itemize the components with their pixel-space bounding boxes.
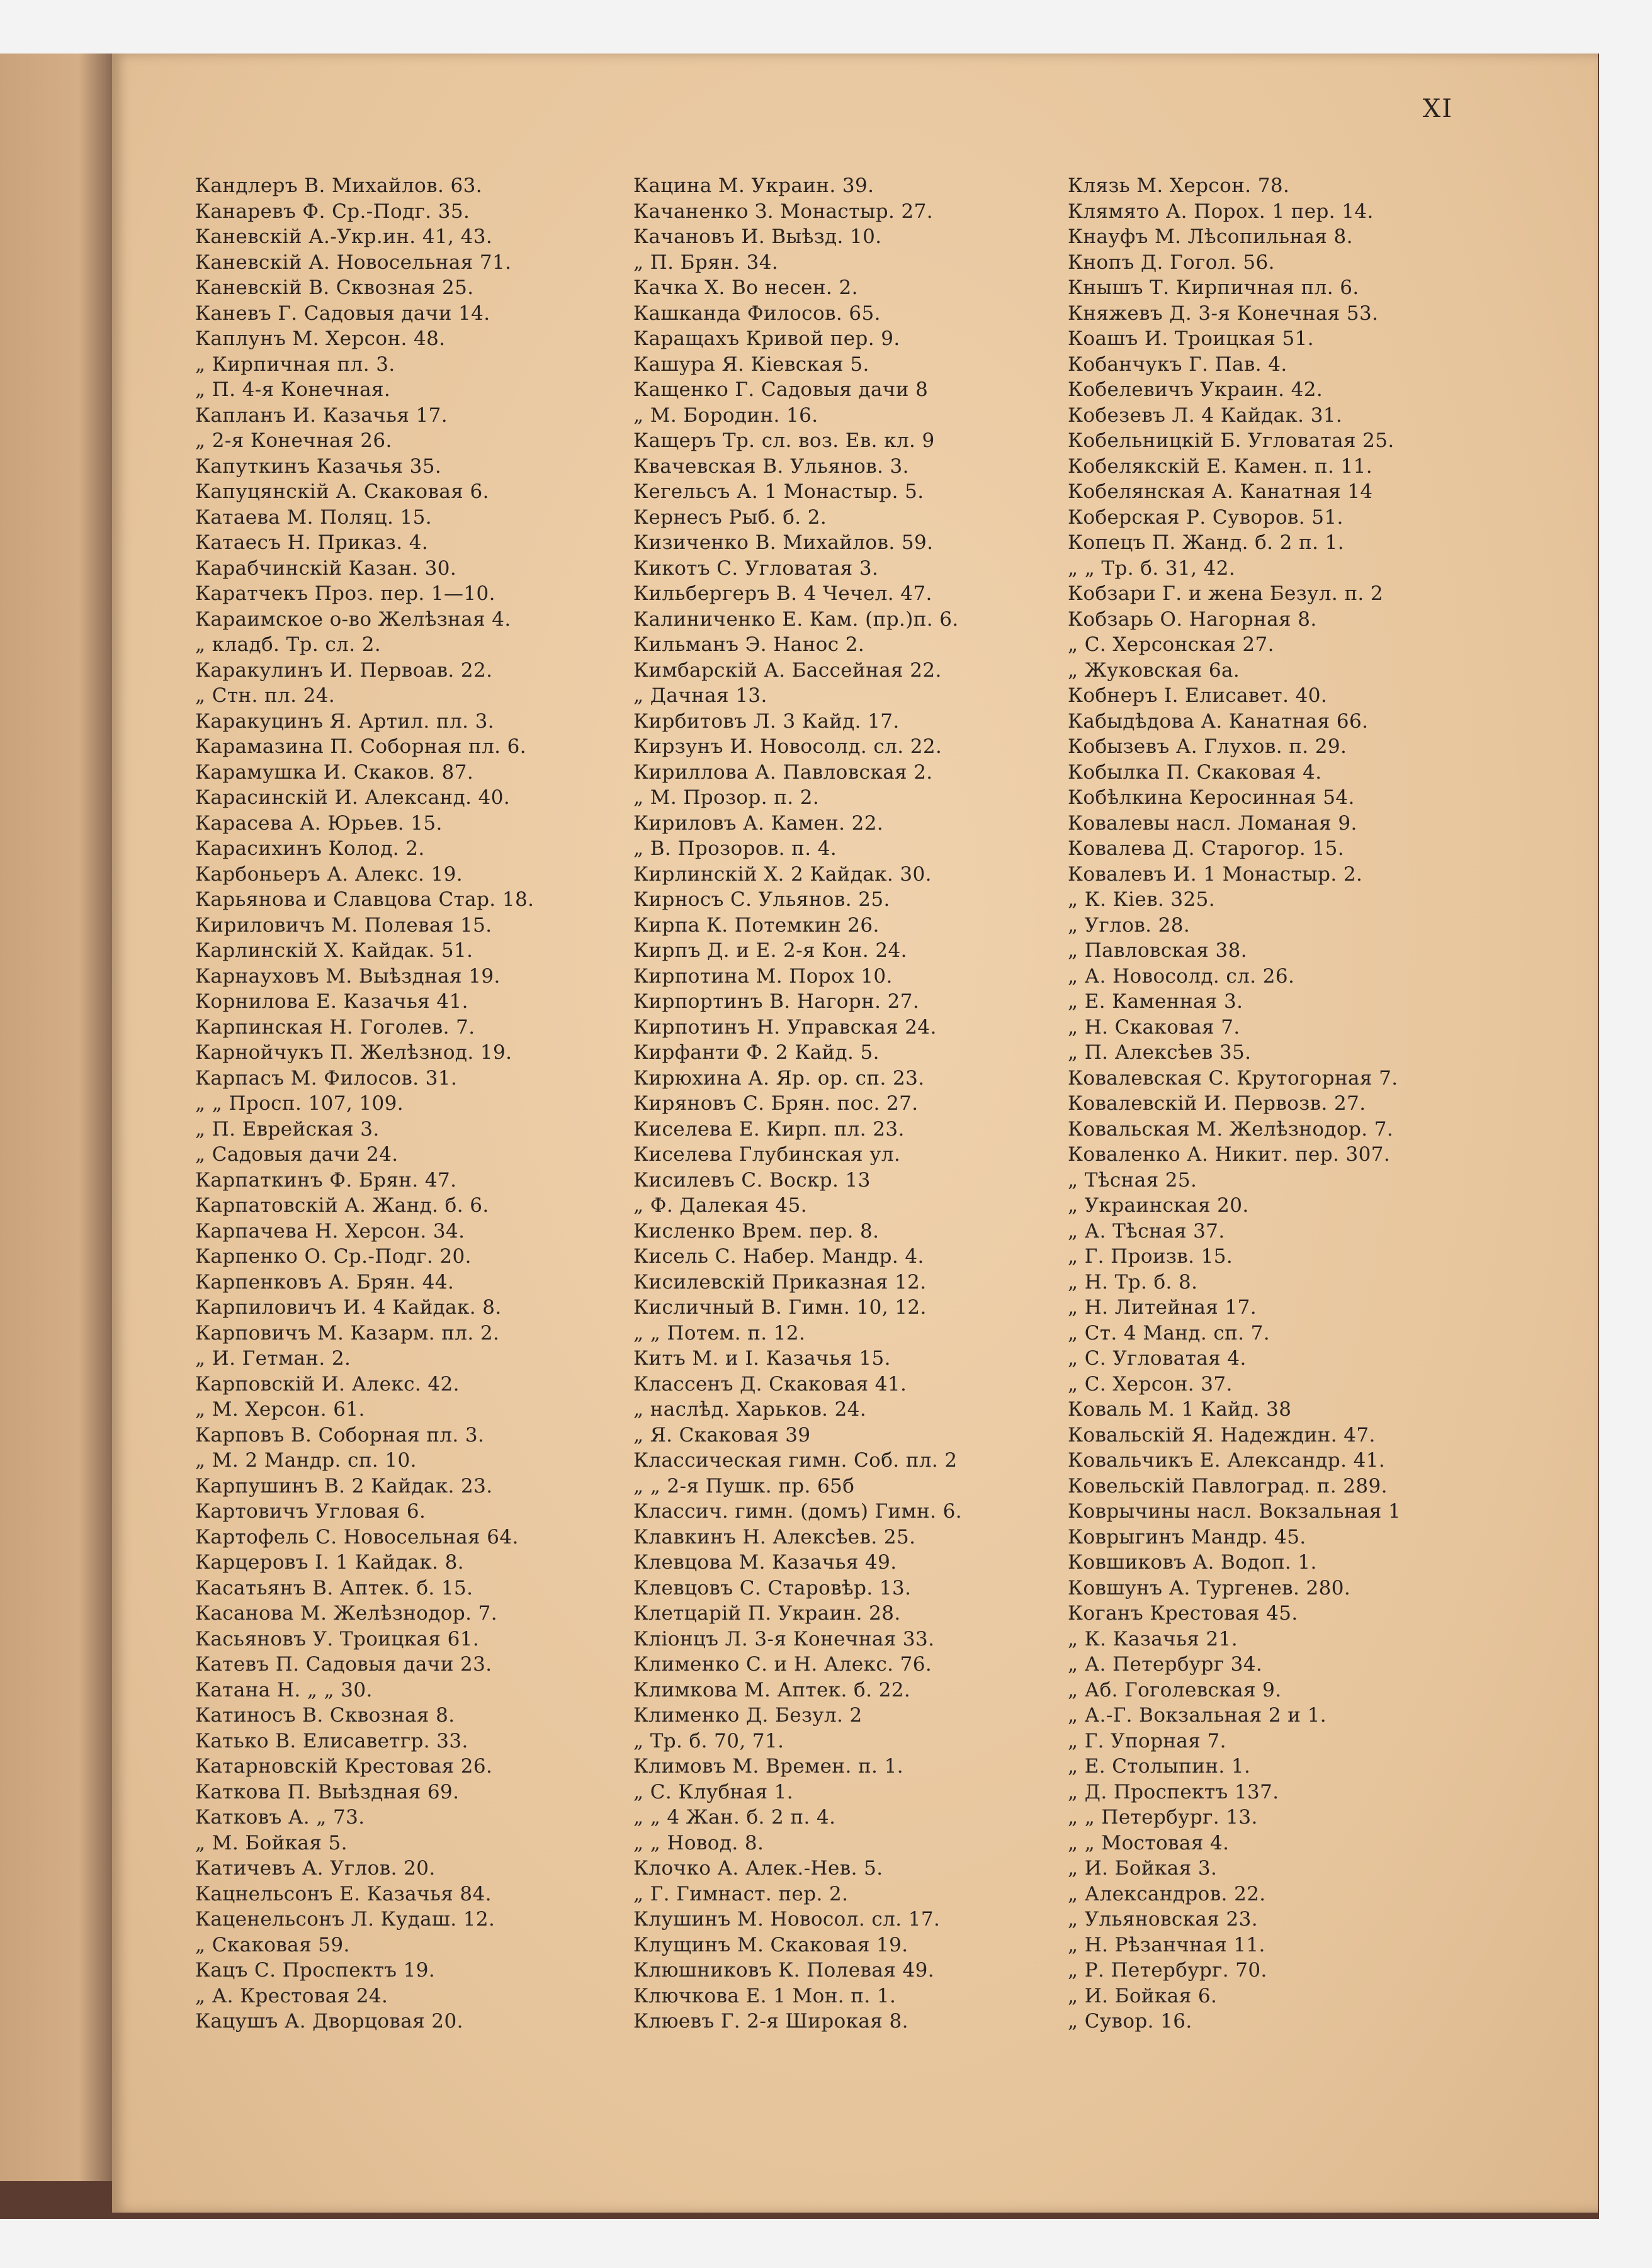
- directory-entry: Клюевъ Г. 2-я Широкая 8.: [633, 2010, 908, 2033]
- directory-entry: Канаревъ Ф. Ср.-Подг. 35.: [195, 200, 470, 223]
- directory-entry: Классич. гимн. (домъ) Гимн. 6.: [633, 1500, 963, 1523]
- directory-entry: „ П. 4-я Конечная.: [195, 378, 391, 401]
- directory-entry: „ Ф. Далекая 45.: [633, 1194, 808, 1217]
- directory-entry: „ Александров. 22.: [1068, 1882, 1266, 1905]
- directory-entry: Кацъ С. Проспектъ 19.: [195, 1959, 436, 1982]
- directory-entry: „ Аб. Гоголевская 9.: [1068, 1678, 1282, 1701]
- directory-entry: Кирпотинъ Н. Управская 24.: [633, 1015, 937, 1039]
- directory-entry: Катичевъ А. Углов. 20.: [195, 1857, 436, 1880]
- directory-entry: Каплунъ М. Херсон. 48.: [195, 327, 446, 350]
- directory-entry: Коваль М. 1 Кайд. 38: [1068, 1398, 1292, 1421]
- directory-entry: „ Е. Каменная 3.: [1068, 990, 1243, 1013]
- directory-entry: Каракулинъ И. Первоав. 22.: [195, 658, 493, 682]
- directory-entry: Каневскій А.-Укр.ин. 41, 43.: [195, 225, 493, 248]
- directory-entry: Карпатовскій А. Жанд. б. 6.: [195, 1194, 489, 1217]
- directory-entry: Ковалевская С. Крутогорная 7.: [1068, 1066, 1398, 1090]
- directory-entry: „ Н. Литейная 17.: [1068, 1296, 1257, 1319]
- directory-entry: Копецъ П. Жанд. б. 2 п. 1.: [1068, 531, 1344, 554]
- directory-entry: „ Д. Проспектъ 137.: [1068, 1780, 1279, 1803]
- directory-entry: Ковалева Д. Старогор. 15.: [1068, 837, 1344, 860]
- directory-entry: „ Дачная 13.: [633, 684, 767, 707]
- directory-entry: Капуткинъ Казачья 35.: [195, 454, 442, 478]
- directory-entry: Качаненко З. Монастыр. 27.: [633, 200, 934, 223]
- directory-entry: „ Е. Столыпин. 1.: [1068, 1755, 1251, 1778]
- directory-entry: „ П. Брян. 34.: [633, 251, 779, 274]
- directory-entry: „ М. Бойкая 5.: [195, 1831, 348, 1854]
- directory-entry: „ Садовыя дачи 24.: [195, 1143, 399, 1166]
- directory-entry: Кацина М. Украин. 39.: [633, 174, 874, 197]
- directory-entry: „ „ Потем. п. 12.: [633, 1321, 806, 1345]
- directory-entry: „ Г. Упорная 7.: [1068, 1729, 1226, 1752]
- directory-entry: Клямято А. Порох. 1 пер. 14.: [1068, 200, 1374, 223]
- directory-entry: „ П. Алексѣев 35.: [1068, 1041, 1252, 1064]
- directory-column-2: [633, 173, 1061, 2034]
- directory-entry: Катаева М. Поляц. 15.: [195, 505, 432, 529]
- directory-entry: Кисилевскій Приказная 12.: [633, 1270, 927, 1294]
- directory-entry: „ М. Херсон. 61.: [195, 1398, 365, 1421]
- directory-entry: „ И. Гетман. 2.: [195, 1347, 351, 1370]
- directory-entry: Кирбитовъ Л. 3 Кайд. 17.: [633, 709, 900, 733]
- directory-entry: Кисель С. Набер. Мандр. 4.: [633, 1245, 924, 1268]
- directory-entry: Карнауховъ М. Выѣздная 19.: [195, 964, 501, 988]
- directory-entry: „ Павловская 38.: [1068, 939, 1248, 962]
- directory-entry: „ Н. Тр. б. 8.: [1068, 1270, 1198, 1294]
- directory-entry: Карпушинъ В. 2 Кайдак. 23.: [195, 1474, 493, 1498]
- directory-entry: „ Н. Скаковая 7.: [1068, 1015, 1240, 1039]
- directory-entry: Кирзунъ И. Новосолд. сл. 22.: [633, 735, 942, 758]
- directory-entry: Каткова П. Выѣздная 69.: [195, 1780, 460, 1803]
- directory-entry: Каценельсонъ Л. Кудаш. 12.: [195, 1908, 495, 1931]
- directory-entry: Кисленко Врем. пер. 8.: [633, 1219, 880, 1243]
- directory-entry: Кобельницкій Б. Угловатая 25.: [1068, 429, 1395, 452]
- directory-entry: Кобзарь О. Нагорная 8.: [1068, 607, 1317, 631]
- directory-entry: Катько В. Елисаветгр. 33.: [195, 1729, 468, 1752]
- directory-entry: „ „ Тр. б. 31, 42.: [1068, 556, 1236, 580]
- directory-entry: Кобылка П. Скаковая 4.: [1068, 760, 1322, 784]
- directory-entry: Коашъ И. Троицкая 51.: [1068, 327, 1315, 350]
- directory-entry: Карпиловичъ И. 4 Кайдак. 8.: [195, 1296, 502, 1319]
- directory-entry: Карасихинъ Колод. 2.: [195, 837, 425, 860]
- directory-entry: „ Тр. б. 70, 71.: [633, 1729, 784, 1752]
- directory-entry: „ „ 2-я Пушк. пр. 65б: [633, 1474, 855, 1498]
- directory-entry: Караимское о-во Желѣзная 4.: [195, 607, 511, 631]
- directory-entry: „ И. Бойкая 6.: [1068, 1984, 1218, 2007]
- directory-entry: Ковалевскій И. Первозв. 27.: [1068, 1092, 1366, 1115]
- directory-entry: Каневскій А. Новосельная 71.: [195, 251, 512, 274]
- directory-entry: Кашура Я. Кiевская 5.: [633, 353, 869, 376]
- directory-entry: Ковалевъ И. 1 Монастыр. 2.: [1068, 862, 1363, 886]
- directory-entry: „ Жуковская 6а.: [1068, 658, 1240, 682]
- directory-entry: Кирлинскій Х. 2 Кайдак. 30.: [633, 862, 932, 886]
- directory-entry: Карпачева Н. Херсон. 34.: [195, 1219, 465, 1243]
- directory-entry: „ С. Херсон. 37.: [1068, 1372, 1233, 1396]
- directory-entry: Кандлеръ В. Михайлов. 63.: [195, 174, 483, 197]
- directory-entry: Каращахъ Кривой пер. 9.: [633, 327, 900, 350]
- directory-entry: „ А. Тѣсная 37.: [1068, 1219, 1225, 1243]
- directory-entry: Клочко А. Алек.-Нев. 5.: [633, 1857, 883, 1880]
- directory-entry: Ковельскій Павлоград. п. 289.: [1068, 1474, 1388, 1498]
- directory-entry: Климкова М. Аптек. б. 22.: [633, 1678, 911, 1701]
- directory-entry: Кнопъ Д. Гогол. 56.: [1068, 251, 1275, 274]
- directory-entry: Клавкинъ Н. Алексѣев. 25.: [633, 1525, 916, 1549]
- directory-entry: Кирфанти Ф. 2 Кайд. 5.: [633, 1041, 880, 1064]
- directory-entry: Кобелевичъ Украин. 42.: [1068, 378, 1323, 401]
- directory-entry: Каневскій В. Сквозная 25.: [195, 276, 474, 299]
- directory-entry: Клименко С. и Н. Алекс. 76.: [633, 1653, 932, 1676]
- directory-entry: Клевцовъ С. Старовѣр. 13.: [633, 1576, 912, 1599]
- directory-entry: Катарновскій Крестовая 26.: [195, 1755, 493, 1778]
- directory-entry: „ С. Клубная 1.: [633, 1780, 794, 1803]
- directory-entry: „ М. Бородин. 16.: [633, 403, 818, 427]
- directory-entry: „ А. Крестовая 24.: [195, 1984, 388, 2007]
- directory-entry: Катаесъ Н. Приказ. 4.: [195, 531, 429, 554]
- directory-entry: „ Н. Рѣзанчная 11.: [1068, 1933, 1265, 1956]
- directory-entry: Коврыгинъ Мандр. 45.: [1068, 1525, 1306, 1549]
- directory-entry: Карповичъ М. Казарм. пл. 2.: [195, 1321, 500, 1345]
- directory-entry: Касатьянъ В. Аптек. б. 15.: [195, 1576, 473, 1599]
- directory-entry: Кисличный В. Гимн. 10, 12.: [633, 1296, 927, 1319]
- directory-entry: Ковшунъ А. Тургенев. 280.: [1068, 1576, 1351, 1599]
- directory-entry: Карамушка И. Скаков. 87.: [195, 760, 474, 784]
- directory-entry: Карьянова и Славцова Стар. 18.: [195, 888, 535, 911]
- directory-entry: „ М. 2 Мандр. сп. 10.: [195, 1449, 417, 1472]
- directory-entry: Капуцянскій А. Скаковая 6.: [195, 480, 489, 503]
- directory-entry: Ковальчикъ Е. Александр. 41.: [1068, 1449, 1386, 1472]
- directory-entry: „ Стн. пл. 24.: [195, 684, 336, 707]
- directory-entry: Ковальская М. Желѣзнодор. 7.: [1068, 1117, 1394, 1141]
- directory-entry: Кильбергеръ В. 4 Чечел. 47.: [633, 582, 932, 605]
- directory-entry: Ковшиковъ А. Водоп. 1.: [1068, 1551, 1317, 1574]
- directory-entry: Китъ М. и I. Казачья 15.: [633, 1347, 891, 1370]
- directory-entry: Кащенко Г. Садовыя дачи 8: [633, 378, 929, 401]
- directory-entry: Кирпа К. Потемкин 26.: [633, 913, 880, 937]
- directory-entry: Клязь М. Херсон. 78.: [1068, 174, 1290, 197]
- directory-entry: Квачевская В. Ульянов. 3.: [633, 454, 909, 478]
- directory-entry: Кащеръ Тр. сл. воз. Ев. кл. 9: [633, 429, 935, 452]
- directory-entry: Карпенковъ А. Брян. 44.: [195, 1270, 455, 1294]
- directory-entry: Калиниченко Е. Кам. (пр.)п. 6.: [633, 607, 959, 631]
- directory-entry: „ А.-Г. Вокзальная 2 и 1.: [1068, 1704, 1327, 1727]
- directory-entry: „ Углов. 28.: [1068, 913, 1191, 937]
- directory-entry: Коваленко А. Никит. пер. 307.: [1068, 1143, 1391, 1166]
- directory-entry: „ Я. Скаковая 39: [633, 1423, 811, 1447]
- directory-entry: Кабыдѣдова А. Канатная 66.: [1068, 709, 1369, 733]
- directory-entry: Кнышъ Т. Кирпичная пл. 6.: [1068, 276, 1359, 299]
- directory-entry: Кирносъ С. Ульянов. 25.: [633, 888, 890, 911]
- directory-entry: „ П. Еврейская 3.: [195, 1117, 380, 1141]
- directory-entry: Катевъ П. Садовыя дачи 23.: [195, 1653, 492, 1676]
- directory-entry: „ Г. Произв. 15.: [1068, 1245, 1233, 1268]
- directory-entry: Картовичъ Угловая 6.: [195, 1500, 426, 1523]
- directory-entry: Касьяновъ У. Троицкая 61.: [195, 1627, 480, 1650]
- directory-entry: „ Украинская 20.: [1068, 1194, 1249, 1217]
- directory-entry: Кобызевъ А. Глухов. п. 29.: [1068, 735, 1347, 758]
- directory-entry: Кирпортинъ В. Нагорн. 27.: [633, 990, 920, 1013]
- directory-entry: Кильманъ Э. Нанос 2.: [633, 633, 865, 656]
- directory-entry: Капланъ И. Казачья 17.: [195, 403, 448, 427]
- directory-entry: Карповскій И. Алекс. 42.: [195, 1372, 460, 1396]
- directory-entry: Катковъ А. „ 73.: [195, 1806, 365, 1829]
- directory-entry: „ Кирпичная пл. 3.: [195, 353, 395, 376]
- directory-entry: Касанова М. Желѣзнодор. 7.: [195, 1602, 497, 1625]
- page-number: XI: [1422, 94, 1453, 123]
- directory-entry: Кернесъ Рыб. б. 2.: [633, 505, 827, 529]
- directory-entry: Кизиченко В. Михайлов. 59.: [633, 531, 934, 554]
- directory-entry: Корнилова Е. Казачья 41.: [195, 990, 468, 1013]
- directory-entry: Кирпъ Д. и Е. 2-я Кон. 24.: [633, 939, 907, 962]
- directory-entry: „ кладб. Тр. сл. 2.: [195, 633, 382, 656]
- directory-entry: „ Тѣсная 25.: [1068, 1168, 1197, 1192]
- directory-entry: „ Сувор. 16.: [1068, 2010, 1192, 2033]
- directory-entry: „ „ 4 Жан. б. 2 п. 4.: [633, 1806, 836, 1829]
- left-page-edge: [0, 54, 112, 2181]
- directory-column-1: [195, 173, 623, 2034]
- directory-entry: Каратчекъ Проз. пер. 1—10.: [195, 582, 495, 605]
- directory-entry: „ И. Бойкая 3.: [1068, 1857, 1218, 1880]
- directory-entry: Карпасъ М. Филосов. 31.: [195, 1066, 458, 1090]
- directory-entry: „ А. Петербург 34.: [1068, 1653, 1263, 1676]
- directory-entry: Ковальскій Я. Надеждин. 47.: [1068, 1423, 1376, 1447]
- directory-entry: Кацнельсонъ Е. Казачья 84.: [195, 1882, 492, 1905]
- directory-entry: „ А. Новосолд. сл. 26.: [1068, 964, 1295, 988]
- directory-entry: Клушинъ М. Новосол. сл. 17.: [633, 1908, 941, 1931]
- directory-entry: Катана Н. „ „ 30.: [195, 1678, 373, 1701]
- directory-entry: Коберская Р. Суворов. 51.: [1068, 505, 1344, 529]
- directory-entry: Карлинскій Х. Кайдак. 51.: [195, 939, 473, 962]
- directory-entry: Классическая гимн. Соб. пл. 2: [633, 1449, 958, 1472]
- directory-entry: Каневъ Г. Садовыя дачи 14.: [195, 302, 490, 325]
- directory-entry: Кобанчукъ Г. Пав. 4.: [1068, 353, 1287, 376]
- directory-entry: Кнауфъ М. Лѣсопильная 8.: [1068, 225, 1353, 248]
- directory-entry: Ключкова Е. 1 Мон. п. 1.: [633, 1984, 897, 2007]
- directory-entry: Киселева Е. Кирп. пл. 23.: [633, 1117, 905, 1141]
- directory-entry: „ Ульяновская 23.: [1068, 1908, 1258, 1931]
- directory-entry: Кобзари Г. и жена Безул. п. 2: [1068, 582, 1384, 605]
- directory-entry: Кобѣлкина Керосинная 54.: [1068, 786, 1355, 809]
- directory-entry: Качановъ И. Выѣзд. 10.: [633, 225, 882, 248]
- directory-entry: „ Скаковая 59.: [195, 1933, 350, 1956]
- directory-entry: „ Р. Петербург. 70.: [1068, 1959, 1267, 1982]
- directory-entry: Картофель С. Новосельная 64.: [195, 1525, 519, 1549]
- directory-entry: Ковалевы насл. Ломаная 9.: [1068, 811, 1357, 835]
- directory-entry: Катиносъ В. Сквозная 8.: [195, 1704, 455, 1727]
- directory-entry: Кириллова А. Павловская 2.: [633, 760, 933, 784]
- directory-entry: „ 2-я Конечная 26.: [195, 429, 392, 452]
- directory-entry: Кацушъ А. Дворцовая 20.: [195, 2010, 463, 2033]
- directory-entry: Карасинскій И. Александ. 40.: [195, 786, 511, 809]
- directory-entry: Киселева Глубинская ул.: [633, 1143, 901, 1166]
- directory-entry: „ К. Казачья 21.: [1068, 1627, 1238, 1650]
- directory-entry: „ „ Новод. 8.: [633, 1831, 764, 1854]
- directory-column-3: [1068, 173, 1496, 2034]
- directory-entry: Карбоньеръ А. Алекс. 19.: [195, 862, 463, 886]
- directory-entry: Кикотъ С. Угловатая 3.: [633, 556, 879, 580]
- directory-entry: Климовъ М. Времен. п. 1.: [633, 1755, 903, 1778]
- directory-entry: Карповъ В. Соборная пл. 3.: [195, 1423, 485, 1447]
- directory-entry: Кимбарскій А. Бассейная 22.: [633, 658, 942, 682]
- directory-entry: Коврычины насл. Вокзальная 1: [1068, 1500, 1401, 1523]
- directory-entry: Карнойчукъ П. Желѣзнод. 19.: [195, 1041, 512, 1064]
- directory-entry: Клетцарій П. Украин. 28.: [633, 1602, 901, 1625]
- directory-entry: Княжевъ Д. 3-я Конечная 53.: [1068, 302, 1379, 325]
- directory-entry: Карпинская Н. Гоголев. 7.: [195, 1015, 475, 1039]
- directory-entry: Клущинъ М. Скаковая 19.: [633, 1933, 908, 1956]
- directory-entry: Коганъ Крестовая 45.: [1068, 1602, 1298, 1625]
- directory-page: [112, 54, 1598, 2213]
- directory-entry: „ „ Мостовая 4.: [1068, 1831, 1230, 1854]
- directory-entry: Карцеровъ I. 1 Кайдак. 8.: [195, 1551, 465, 1574]
- directory-entry: Карпенко О. Ср.-Подг. 20.: [195, 1245, 472, 1268]
- directory-entry: „ „ Просп. 107, 109.: [195, 1092, 404, 1115]
- directory-entry: „ „ Петербург. 13.: [1068, 1806, 1258, 1829]
- directory-entry: Карамазина П. Соборная пл. 6.: [195, 735, 527, 758]
- directory-entry: Кобнеръ I. Елисавет. 40.: [1068, 684, 1328, 707]
- directory-entry: Клiонцъ Л. 3-я Конечная 33.: [633, 1627, 935, 1650]
- directory-entry: Карпаткинъ Ф. Брян. 47.: [195, 1168, 457, 1192]
- directory-entry: „ С. Херсонская 27.: [1068, 633, 1274, 656]
- directory-entry: „ К. Кiев. 325.: [1068, 888, 1216, 911]
- directory-entry: Каракуцинъ Я. Артил. пл. 3.: [195, 709, 494, 733]
- directory-entry: „ Г. Гимнаст. пер. 2.: [633, 1882, 849, 1905]
- directory-entry: Карасева А. Юрьев. 15.: [195, 811, 443, 835]
- directory-entry: Кирюхина А. Яр. ор. сп. 23.: [633, 1066, 925, 1090]
- directory-entry: Кириловъ А. Камен. 22.: [633, 811, 884, 835]
- directory-entry: Кобелянская А. Канатная 14: [1068, 480, 1373, 503]
- directory-entry: Кобезевъ Л. 4 Кайдак. 31.: [1068, 403, 1343, 427]
- directory-entry: „ С. Угловатая 4.: [1068, 1347, 1247, 1370]
- directory-entry: Кегельсъ А. 1 Монастыр. 5.: [633, 480, 924, 503]
- directory-entry: Кобелякскій Е. Камен. п. 11.: [1068, 454, 1372, 478]
- directory-entry: Клевцова М. Казачья 49.: [633, 1551, 897, 1574]
- directory-entry: Качка Х. Во несен. 2.: [633, 276, 858, 299]
- directory-entry: „ В. Прозоров. п. 4.: [633, 837, 837, 860]
- directory-entry: „ наслѣд. Харьков. 24.: [633, 1398, 867, 1421]
- directory-entry: Кашканда Филосов. 65.: [633, 302, 881, 325]
- directory-entry: Клименко Д. Безул. 2: [633, 1704, 863, 1727]
- directory-entry: „ М. Прозор. п. 2.: [633, 786, 820, 809]
- directory-entry: Карабчинскій Казан. 30.: [195, 556, 457, 580]
- directory-entry: Класcенъ Д. Скаковая 41.: [633, 1372, 907, 1396]
- directory-entry: Кисилевъ С. Воскр. 13: [633, 1168, 871, 1192]
- directory-entry: Кириловичъ М. Полевая 15.: [195, 913, 492, 937]
- directory-entry: Киряновъ С. Брян. пос. 27.: [633, 1092, 919, 1115]
- directory-entry: Кирпотина М. Порох 10.: [633, 964, 893, 988]
- directory-entry: „ Ст. 4 Манд. сп. 7.: [1068, 1321, 1270, 1345]
- directory-entry: Клюшниковъ К. Полевая 49.: [633, 1959, 934, 1982]
